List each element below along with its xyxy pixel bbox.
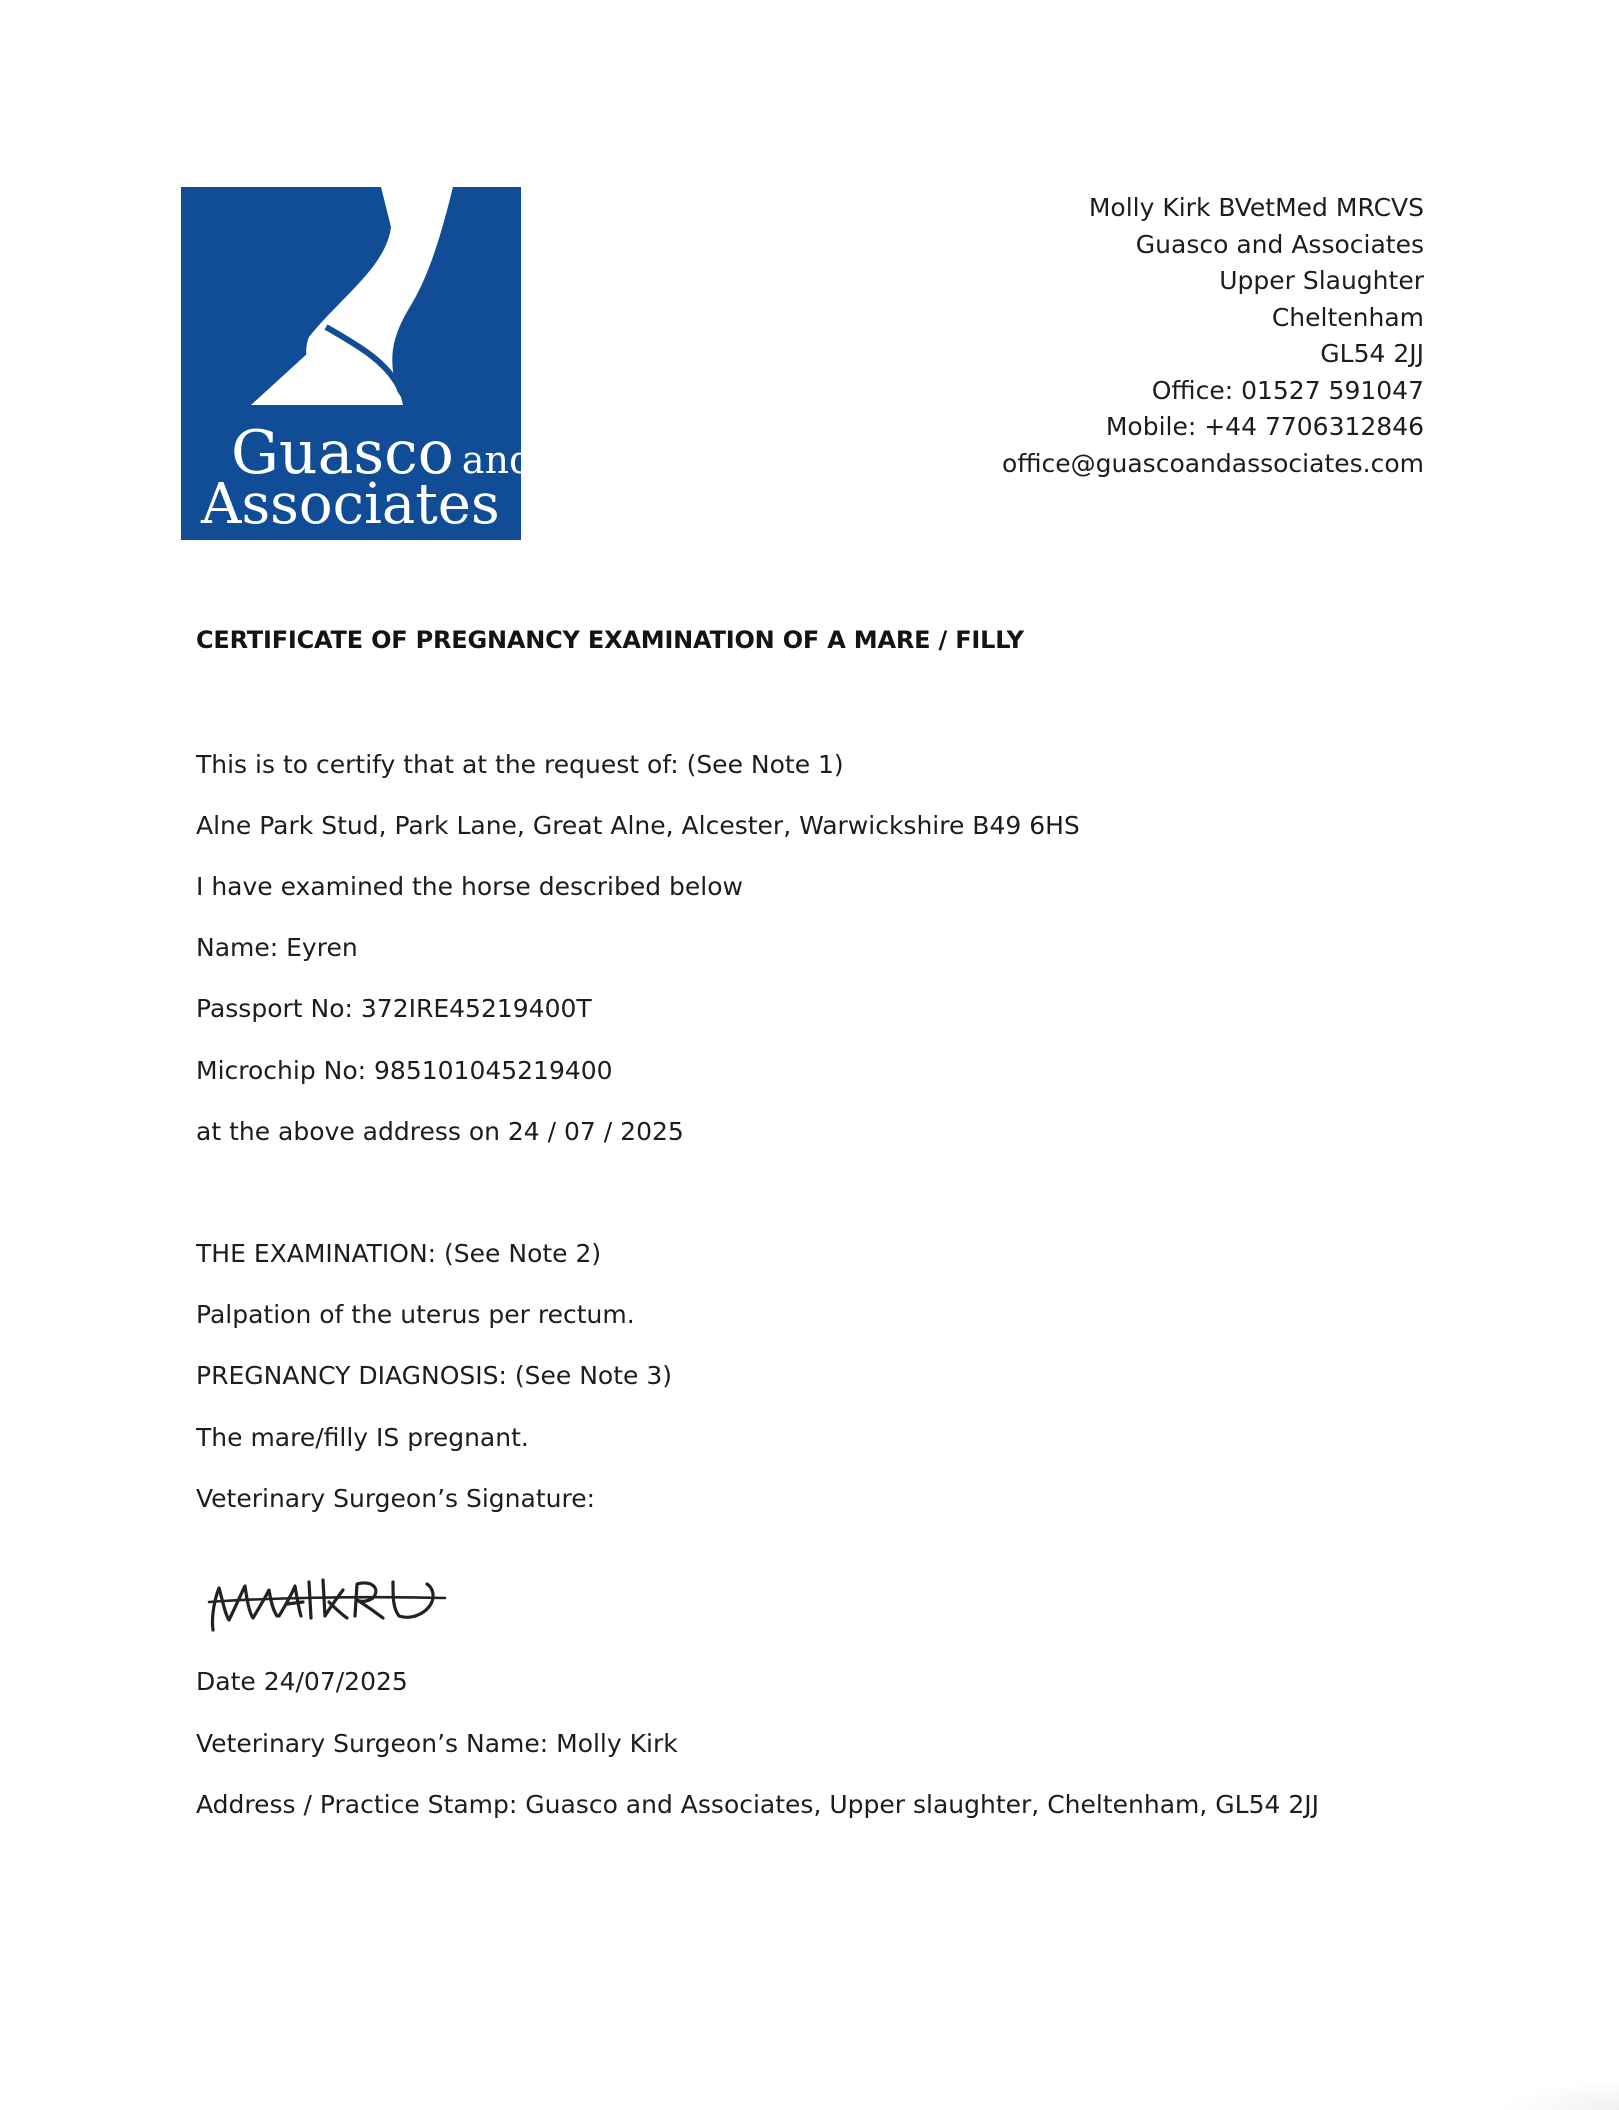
- office-phone: Office: 01527 591047: [1151, 375, 1424, 405]
- request-address: Alne Park Stud, Park Lane, Great Alne, Alcester, Warwickshire B49 6HS: [196, 811, 1080, 840]
- logo-name-line2: Associates: [201, 472, 500, 537]
- request-intro: This is to certify that at the request of: (See Note 1): [196, 750, 844, 779]
- horse-name: Name: Eyren: [196, 933, 358, 962]
- practice-stamp: Address / Practice Stamp: Guasco and Associates, Upper slaughter, Cheltenham, GL54 2JJ: [196, 1790, 1319, 1819]
- examination-date: at the above address on 24 / 07 / 2025: [196, 1117, 684, 1146]
- handwritten-signature: [205, 1568, 475, 1638]
- diagnosis-result: The mare/filly IS pregnant.: [196, 1423, 529, 1452]
- contact-block: [784, 190, 1424, 482]
- examined-intro: I have examined the horse described below: [196, 872, 743, 901]
- examination-heading: THE EXAMINATION: (See Note 2): [196, 1239, 602, 1268]
- vet-name: Molly Kirk BVetMed MRCVS: [1088, 193, 1424, 222]
- address-line-2: Cheltenham: [1271, 302, 1424, 332]
- practice-logo: [181, 187, 534, 540]
- address-line-1: Upper Slaughter: [1219, 266, 1424, 295]
- examination-method: Palpation of the uterus per rectum.: [196, 1300, 635, 1329]
- certificate-title: CERTIFICATE OF PREGNANCY EXAMINATION OF A MARE / FILLY: [196, 626, 1024, 654]
- page-corner-shadow: [1499, 2080, 1619, 2110]
- microchip-number: Microchip No: 985101045219400: [196, 1056, 613, 1085]
- diagnosis-heading: PREGNANCY DIAGNOSIS: (See Note 3): [196, 1361, 672, 1390]
- signature-date: Date 24/07/2025: [196, 1667, 408, 1696]
- practice-name: Guasco and Associates: [1135, 229, 1424, 259]
- surgeon-name: Veterinary Surgeon’s Name: Molly Kirk: [196, 1729, 678, 1758]
- postcode: GL54 2JJ: [1320, 339, 1424, 368]
- signature-label: Veterinary Surgeon’s Signature:: [196, 1484, 596, 1513]
- logo-name-line1: Guasco and: [231, 418, 534, 488]
- email-address: office@guascoandassociates.com: [1002, 448, 1424, 478]
- mobile-phone: Mobile: +44 7706312846: [1105, 412, 1424, 441]
- passport-number: Passport No: 372IRE45219400T: [196, 994, 592, 1023]
